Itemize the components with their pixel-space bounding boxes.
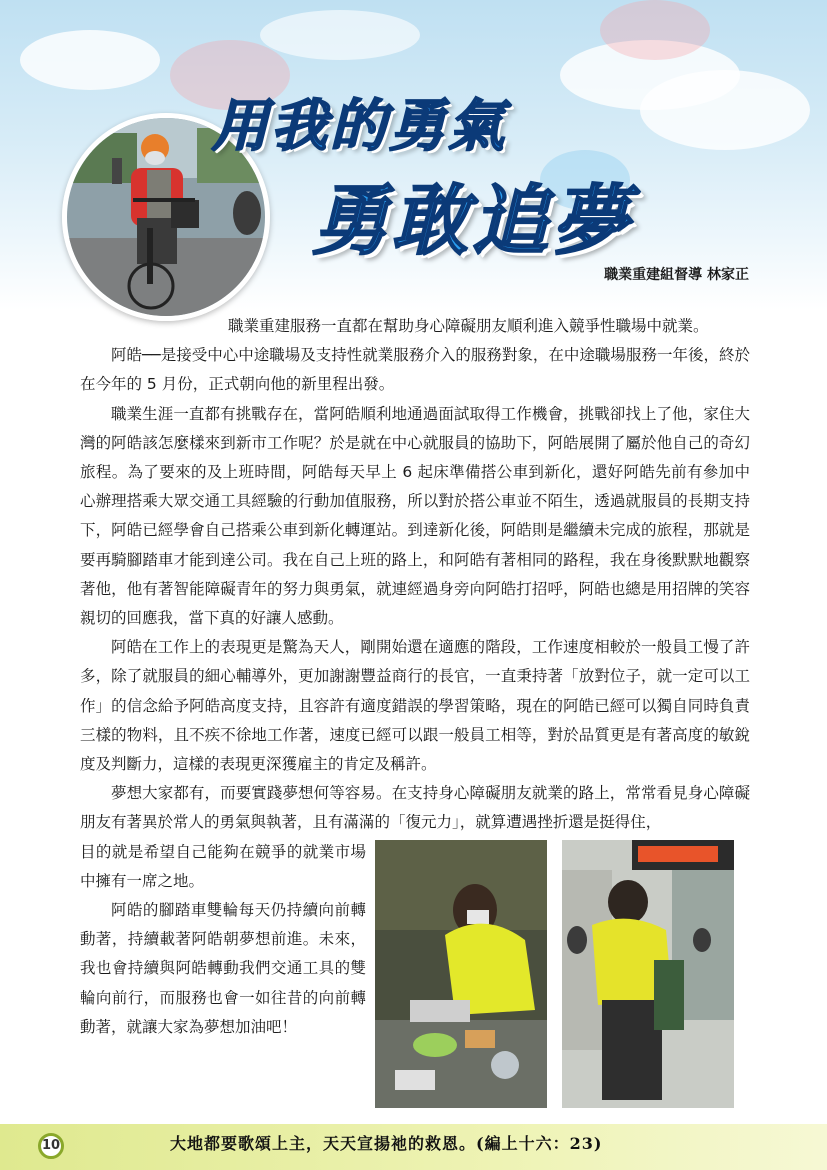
author-byline: 職業重建組督導 林家正 (604, 267, 749, 283)
pink-blob (600, 0, 710, 60)
article-paragraph: 目的就是希望自己能夠在競爭的就業市場中擁有一席之地。 (80, 842, 366, 890)
article-paragraph: 阿皓的腳踏車雙輪每天仍持續向前轉動著，持續載著阿皓朝夢想前進。未來，我也會持續與阿皓轉動我們交通工具的雙輪向前行，而服務也會一如往昔的向前轉動著，就讓大家為夢想加油吧！ (80, 901, 366, 1036)
cloud-shape (20, 30, 160, 90)
title-line-2: 勇敢追夢 (312, 176, 632, 265)
article-paragraph: 職業重建服務一直都在幫助身心障礙朋友順利進入競爭性職場中就業。 (228, 317, 709, 335)
scripture-verse: 大地都要歌頌上主，天天宣揚祂的救恩。(編上十六：23) (170, 1134, 603, 1153)
page-number: 10 (38, 1133, 64, 1159)
title-line-1: 用我的勇氣 (212, 94, 507, 159)
article-paragraph: 夢想大家都有，而要實踐夢想何等容易。在支持身心障礙朋友就業的路上，常常看見身心障礙朋友有著異於常人的勇氣與執著，且有滿滿的「復元力」，就算遭遇挫折還是挺得住， (80, 784, 750, 832)
article-paragraph: 職業生涯一直都有挑戰存在，當阿皓順利地通過面試取得工作機會，挑戰卻找上了他，家住大灣的阿皓該怎麼樣來到新市工作呢？於是就在中心就服員的協助下，阿皓展開了屬於他自己的奇幻旅程。為了要來的及上班時間，阿皓每天早上 6 起床準備搭公車到新化，還好阿皓先前有參加中心辦理搭乘大眾交通工具經驗的行動加值服務，所以對於搭公車並不陌生，透過就服員的長期支持下，阿皓已經學會自己搭乘公車到新化轉運站。到達新化後，阿皓則是繼續未完成的旅程，那就是要再騎腳踏車才能到達公司。我在自己上班的路上，和阿皓有著相同的路程，我在身後默默地觀察著他，他有著智能障礙青年的努力與勇氣，就連經過身旁向阿皓打招呼，阿皓也總是用招牌的笑容親切的回應我，當下真的好讓人感動。 (80, 404, 750, 628)
station-photo (562, 840, 734, 1108)
article-paragraph: 阿皓──是接受中心中途職場及支持性就業服務介入的服務對象，在中途職場服務一年後，終於在今年的 5 月份，正式朝向他的新里程出發。 (80, 346, 750, 394)
cloud-shape (260, 10, 420, 60)
work-photo (375, 840, 547, 1108)
article-paragraph: 阿皓在工作上的表現更是驚為天人，剛開始還在適應的階段，工作速度相較於一般員工慢了許多，除了就服員的細心輔導外，更加謝謝豐益商行的長官，一直秉持著「放對位子，就一定可以工作」的信念給予阿皓高度支持，且容許有適度錯誤的學習策略，現在的阿皓已經可以獨自同時負責三樣的物料，且不疾不徐地工作著，速度已經可以跟一般員工相等，對於品質更是有著高度的敏銳度及判斷力，這樣的表現更深獲雇主的肯定及稱許。 (80, 638, 750, 774)
cloud-shape (640, 70, 810, 150)
